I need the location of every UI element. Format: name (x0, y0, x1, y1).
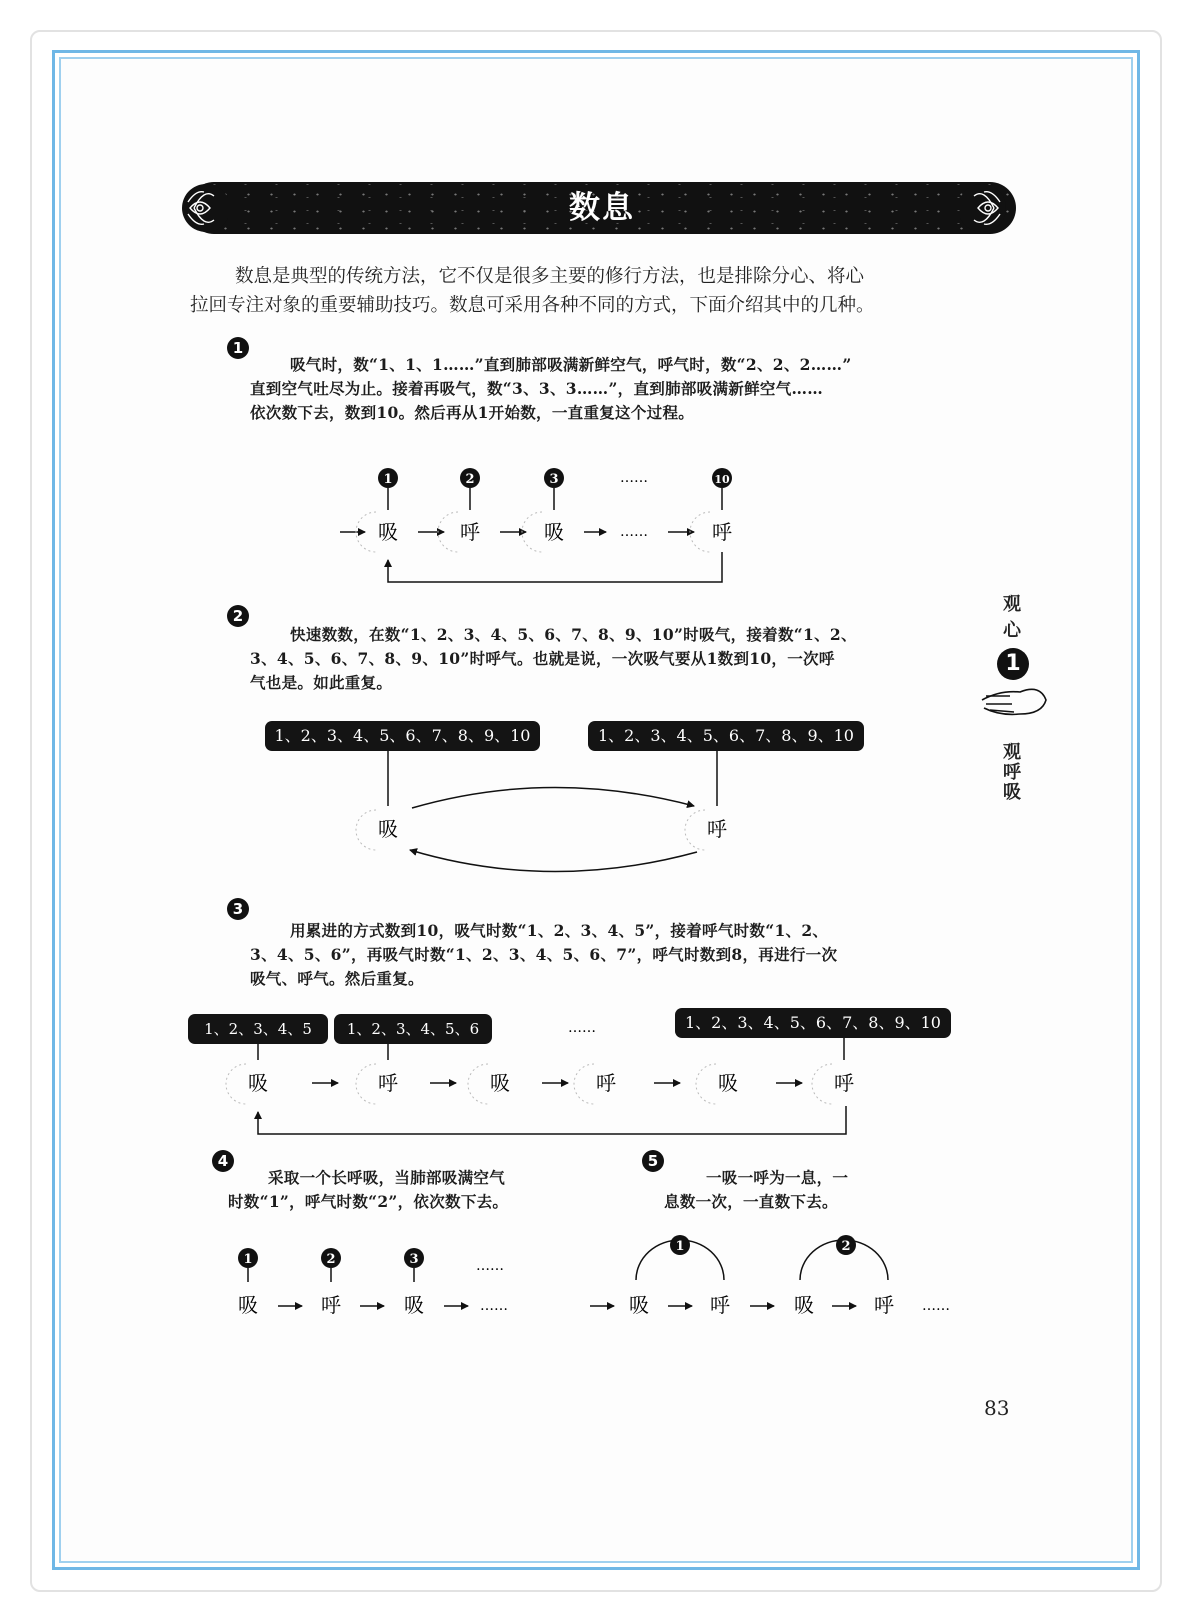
m4-dots-top: …… (476, 1258, 504, 1274)
method-3-line-2: 3、4、5、6”，再吸气时数“1、2、3、4、5、6、7”，呼气时数到8，再进行一次 (250, 945, 838, 964)
page-number: 83 (984, 1396, 1010, 1420)
m2-count-bar-exhale: 1、2、3、4、5、6、7、8、9、10 (588, 721, 864, 751)
svg-text:1: 1 (243, 1252, 253, 1267)
m1-node-inhale-1: 吸 (378, 520, 398, 544)
method-4-line-2: 时数“1”，呼气时数“2”，依次数下去。 (228, 1192, 509, 1211)
method-2-badge: 2 (227, 605, 249, 627)
svg-text:2: 2 (326, 1252, 336, 1267)
method-1-line-3: 依次数下去，数到10。然后再从1开始数，一直重复这个过程。 (250, 403, 695, 422)
m1-dots-top: …… (620, 470, 648, 486)
m3-node-exhale-2: 呼 (596, 1071, 616, 1095)
side-tab-section-char-3: 吸 (1003, 782, 1021, 803)
m4-node-exhale-1: 呼 (321, 1293, 341, 1317)
m1-counter-1 (378, 468, 398, 510)
m3-count-bar-last: 1、2、3、4、5、6、7、8、9、10 (675, 1008, 951, 1038)
svg-text:2: 2 (465, 472, 475, 487)
m2-count-bar-inhale: 1、2、3、4、5、6、7、8、9、10 (265, 721, 540, 751)
intro-line-2: 拉回专注对象的重要辅助技巧。数息可采用各种不同的方式，下面介绍其中的几种。 (190, 295, 875, 316)
method-2-line-1: 快速数数，在数“1、2、3、4、5、6、7、8、9、10”时吸气，接着数“1、2、 (290, 625, 857, 644)
side-tab-section-char-2: 呼 (1003, 762, 1021, 783)
m3-count-bar-2: 1、2、3、4、5、6 (334, 1014, 492, 1044)
side-tab-chapter-number: 1 (997, 648, 1029, 680)
m2-node-exhale: 呼 (707, 817, 727, 841)
m2-node-inhale: 吸 (378, 817, 398, 841)
method-2-line-2: 3、4、5、6、7、8、9、10”时呼气。也就是说，一次吸气要从1数到10，一次呼 (250, 649, 835, 668)
method-3-line-3: 吸气、呼气。然后重复。 (250, 969, 424, 988)
m3-dots-top: …… (568, 1020, 596, 1036)
m1-node-exhale-last: 呼 (712, 520, 732, 544)
svg-text:3: 3 (409, 1252, 419, 1267)
method-5-badge: 5 (642, 1150, 664, 1172)
m1-dots-mid: …… (620, 524, 648, 540)
method-1-line-1: 吸气时，数“1、1、1……”直到肺部吸满新鲜空气，呼气时，数“2、2、2……” (290, 355, 852, 374)
method-3-line-1: 用累进的方式数到10，吸气时数“1、2、3、4、5”，接着呼气时数“1、2、 (290, 921, 829, 940)
page-title: 数息 (569, 190, 635, 226)
m5-node-exhale-1: 呼 (710, 1293, 730, 1317)
side-tab-chapter-char-2: 心 (1003, 620, 1021, 641)
method-4-badge: 4 (212, 1150, 234, 1172)
m3-node-inhale-3: 吸 (718, 1071, 738, 1095)
m1-counter-3 (544, 468, 564, 510)
m4-node-inhale-1: 吸 (238, 1293, 258, 1317)
m2-arrow-to-inhale (410, 850, 697, 872)
side-tab-section-char-1: 观 (1003, 742, 1021, 763)
hand-mudra-icon (982, 689, 1046, 714)
m1-counter-10 (712, 468, 732, 510)
m1-counter-2 (460, 468, 480, 510)
m1-loop-arrow (388, 552, 722, 582)
method-5-line-1: 一吸一呼为一息，一 (706, 1168, 849, 1187)
m3-loop-arrow (258, 1106, 846, 1134)
m3-count-bar-1: 1、2、3、4、5 (188, 1014, 328, 1044)
method-4-diagram (238, 1248, 508, 1317)
m4-dots-mid: …… (480, 1298, 508, 1314)
m3-node-exhale-last: 呼 (834, 1071, 854, 1095)
m1-node-inhale-2: 吸 (544, 520, 564, 544)
m3-node-inhale-1: 吸 (248, 1071, 268, 1095)
m5-dots: …… (922, 1298, 950, 1314)
svg-text:10: 10 (714, 473, 730, 486)
m4-node-inhale-2: 吸 (404, 1293, 424, 1317)
m5-node-inhale-2: 吸 (794, 1293, 814, 1317)
method-5-line-2: 息数一次，一直数下去。 (664, 1192, 838, 1211)
svg-text:1: 1 (383, 472, 393, 487)
m3-node-inhale-2: 吸 (490, 1071, 510, 1095)
method-4-line-1: 采取一个长呼吸，当肺部吸满空气 (268, 1168, 506, 1187)
side-tab-chapter-char-1: 观 (1003, 594, 1021, 615)
m2-arrow-to-exhale (412, 787, 694, 808)
method-1-line-2: 直到空气吐尽为止。接着再吸气，数“3、3、3……”，直到肺部吸满新鲜空气…… (250, 379, 824, 398)
method-5-diagram (590, 1235, 950, 1317)
method-2-diagram (356, 750, 727, 872)
method-1-badge: 1 (227, 337, 249, 359)
method-1-diagram (340, 468, 732, 582)
intro-line-1: 数息是典型的传统方法，它不仅是很多主要的修行方法，也是排除分心、将心 (235, 266, 865, 287)
svg-text:3: 3 (549, 472, 559, 487)
svg-text:2: 2 (841, 1239, 851, 1254)
m5-node-exhale-2: 呼 (874, 1293, 894, 1317)
m5-node-inhale-1: 吸 (629, 1293, 649, 1317)
svg-text:1: 1 (675, 1239, 685, 1254)
method-3-badge: 3 (227, 898, 249, 920)
m1-node-exhale-1: 呼 (460, 520, 480, 544)
method-2-line-3: 气也是。如此重复。 (250, 673, 393, 692)
m3-node-exhale-1: 呼 (378, 1071, 398, 1095)
